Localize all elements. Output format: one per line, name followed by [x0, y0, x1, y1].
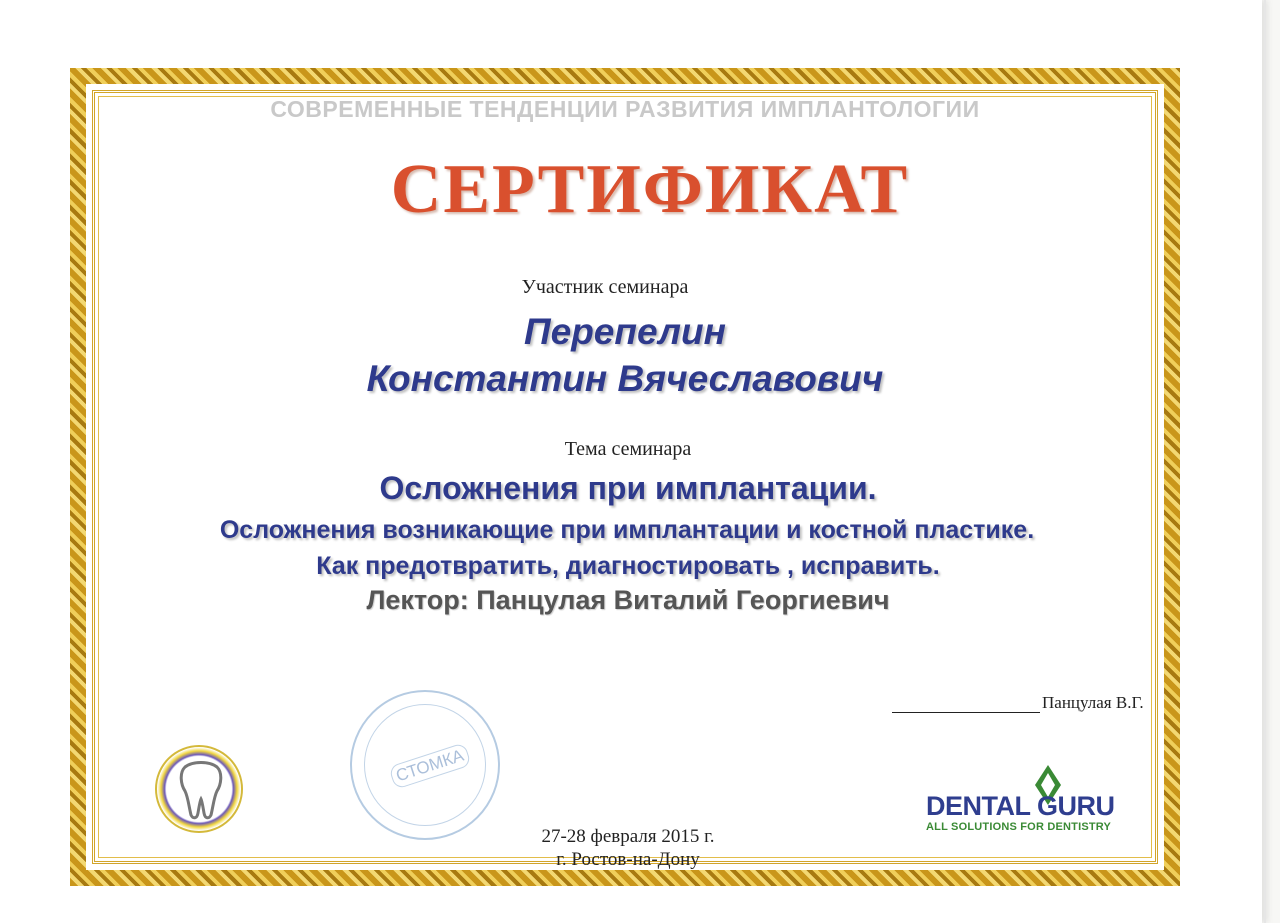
seminar-city: г. Ростов-на-Дону: [556, 849, 700, 870]
topic-subtitle: Осложнения возникающие при имплантации и костной пластике.: [219, 516, 1035, 544]
topic-label: Тема семинара: [564, 438, 692, 460]
topic-title: Осложнения при имплантации.: [379, 470, 877, 506]
stamp-text: СТОМКА: [388, 742, 471, 790]
certificate-title: СЕРТИФИКАТ: [390, 151, 910, 228]
seal-stamp: [350, 690, 500, 840]
participant-surname: Перепелин: [524, 311, 726, 352]
tooth-icon: [175, 761, 227, 821]
page-edge: [1264, 0, 1266, 923]
signature-block: [892, 693, 1144, 713]
brand-tagline: ALL SOLUTIONS FOR DENTISTRY: [926, 821, 1112, 833]
tooth-logo: [155, 745, 243, 833]
signatory-name: Панцулая В.Г.: [1042, 693, 1144, 712]
brand-name: DENTAL GURU: [926, 791, 1115, 821]
signature-line: [892, 712, 1040, 713]
participant-label: Участник семинара: [521, 276, 689, 298]
lecturer: Лектор: Панцулая Виталий Георгиевич: [366, 585, 890, 615]
seminar-date: 27-28 февраля 2015 г.: [541, 826, 715, 847]
topic-subtitle-2: Как предотвратить, диагностировать , исправить.: [316, 552, 940, 580]
seminar-series-header: СОВРЕМЕННЫЕ ТЕНДЕНЦИИ РАЗВИТИЯ ИМПЛАНТОЛОГИИ: [270, 96, 980, 122]
participant-given-names: Константин Вячеславович: [366, 358, 884, 399]
